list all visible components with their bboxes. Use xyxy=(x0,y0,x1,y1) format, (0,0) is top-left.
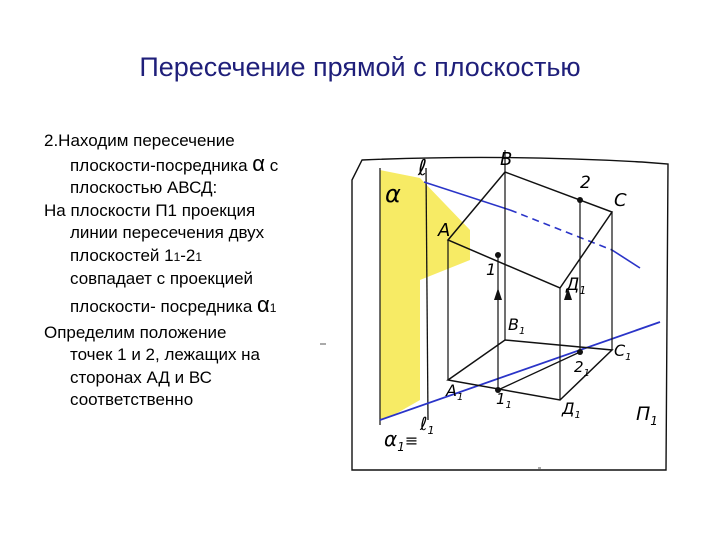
label-1: 1 xyxy=(486,260,497,279)
label-p1 xyxy=(636,403,658,428)
label-a1-sub: 1 xyxy=(456,392,464,403)
point-1 xyxy=(495,252,501,258)
label-d-sub: 1 xyxy=(579,284,587,297)
label-d-main: Д xyxy=(566,275,580,295)
text-line: плоскостью АВСД: xyxy=(70,178,218,197)
text-line: совпадает с проекцией xyxy=(70,269,254,288)
subscript: 1 xyxy=(173,249,181,264)
label-l1 xyxy=(419,414,434,437)
point-2 xyxy=(577,197,583,203)
text-fragment: плоскости-посредника xyxy=(70,155,253,175)
arrow-head xyxy=(494,288,502,300)
label-l1-sub: 1 xyxy=(427,424,435,437)
label-1-1 xyxy=(496,390,512,411)
text-fragment: -2 xyxy=(180,245,196,265)
blue-trace-upper-end xyxy=(612,250,640,268)
label-b: B xyxy=(500,149,513,170)
alpha-symbol: α xyxy=(252,150,266,176)
label-p1-sub: 1 xyxy=(650,414,658,428)
label-c1-sub: 1 xyxy=(625,352,632,363)
label-alpha1-sub: 1 xyxy=(397,440,405,454)
text-line: сторонах АД и ВС xyxy=(70,367,212,387)
label-equiv: ≡ xyxy=(404,431,419,450)
label-d1-main: Д xyxy=(562,399,575,418)
label-2-1-sub: 1 xyxy=(583,368,590,379)
label-l: ℓ xyxy=(418,156,428,181)
label-alpha1 xyxy=(384,427,418,454)
label-p1-main: П xyxy=(636,403,651,425)
label-2-1 xyxy=(574,358,590,379)
label-b1-main: B xyxy=(508,315,519,334)
label-b1-sub: 1 xyxy=(518,326,526,337)
label-b1 xyxy=(508,315,525,337)
label-alpha: α xyxy=(385,180,401,208)
text-line: 2.Находим пересечение xyxy=(44,131,235,150)
subscript: 1 xyxy=(195,249,203,264)
text-line: На плоскости П1 проекция xyxy=(44,200,256,220)
text-fragment: плоскостей 1 xyxy=(70,245,174,265)
label-1-1-sub: 1 xyxy=(505,400,512,411)
label-d xyxy=(565,275,586,297)
label-alpha1-main: α xyxy=(384,427,398,451)
alpha-symbol: α xyxy=(257,291,270,317)
text-line: линии пересечения двух xyxy=(70,223,265,242)
text-fragment: с xyxy=(265,155,279,175)
text-line: Определим положение xyxy=(44,322,227,342)
point-2-1 xyxy=(577,349,583,355)
slide-title: Пересечение прямой с плоскостью xyxy=(139,52,581,82)
label-a: A xyxy=(438,220,451,241)
label-c1 xyxy=(614,341,632,363)
label-2-1-main: 2 xyxy=(574,358,584,376)
label-2: 2 xyxy=(580,173,591,193)
projection-line-1-2 xyxy=(498,352,580,390)
text-line: точек 1 и 2, лежащих на xyxy=(70,345,261,364)
subscript: 1 xyxy=(269,300,277,315)
blue-trace-upper-dashed xyxy=(510,210,612,250)
label-c1-main: C xyxy=(614,341,626,360)
label-a1 xyxy=(445,381,463,403)
label-l1-main: ℓ xyxy=(420,414,428,435)
label-a1-main: A xyxy=(446,381,457,400)
text-fragment: плоскости- посредника xyxy=(70,296,258,316)
label-d1-sub: 1 xyxy=(574,410,581,421)
label-c: C xyxy=(614,190,627,211)
label-1-1-main: 1 xyxy=(496,390,506,408)
text-line: соответственно xyxy=(70,390,194,409)
label-d1 xyxy=(561,399,581,421)
